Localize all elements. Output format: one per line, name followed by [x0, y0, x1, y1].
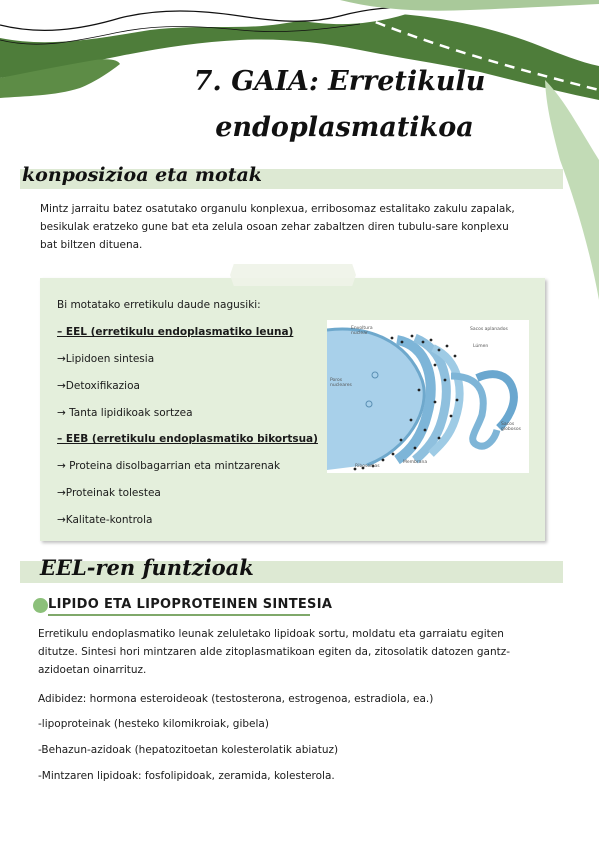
eel-heading: – EEL (erretikulu endoplasmatiko leuna) [57, 326, 294, 338]
page-title-line1: 7. GAIA: Erretikulu [193, 66, 486, 97]
label-smooth-er: Sacos globosos [501, 422, 521, 432]
example-3: -Behazun-azidoak (hepatozitoetan kolesterolatik abiatuz) [38, 744, 339, 756]
section2-paragraph [38, 625, 563, 679]
section2-line-1: Erretikulu endoplasmatiko leunak zeluletako lipidoak sortu, moldatu eta garraiatu egiten [38, 628, 504, 640]
label-smooth: Sacos aplanados [470, 327, 508, 332]
eel-item-3: → Tanta lipidikoak sortzea [57, 407, 193, 419]
label-envelope: Envoltura nuclear [351, 326, 373, 336]
bullet-dot [33, 598, 48, 613]
label-membrane: Membrana [403, 460, 428, 465]
section1-line-3: bat biltzen dituena. [40, 239, 143, 251]
eel-item-2: →Detoxifikazioa [57, 380, 140, 392]
example-2: -lipoproteinak (hesteko kilomikroiak, gibela) [38, 718, 269, 730]
section1-heading: konposizioa eta motak [22, 164, 262, 186]
section2-subheading: LIPIDO ETA LIPOPROTEINEN SINTESIA [48, 597, 333, 612]
box-intro: Bi motatako erretikulu daude nagusiki: [57, 299, 261, 311]
section1-line-1: Mintz jarraitu batez osatutako organulu konplexua, erribosomaz estalitako zakulu zapalak, [40, 203, 515, 215]
eeb-item-2: →Proteinak tolestea [57, 487, 161, 499]
eeb-heading: – EEB (erretikulu endoplasmatiko bikortsua) [57, 433, 318, 445]
decorative-tape [230, 264, 356, 286]
page-title-line2: endoplasmatikoa [215, 112, 474, 143]
section2-line-3: azidoetan oinarrituz. [38, 664, 147, 676]
example-4: -Mintzaren lipidoak: fosfolipidoak, zeramida, kolesterola. [38, 770, 335, 782]
example-1: Adibidez: hormona esteroideoak (testosterona, estrogenoa, estradiola, ea.) [38, 693, 434, 705]
eeb-item-3: →Kalitate-kontrola [57, 514, 153, 526]
label-lumen: Lúmen [473, 344, 489, 349]
label-ribosomes: Ribosomas [355, 464, 380, 469]
eeb-item-1: → Proteina disolbagarrian eta mintzarenak [57, 460, 281, 472]
subheading-underline [48, 614, 310, 616]
er-diagram [327, 320, 529, 473]
er-illustration [327, 320, 529, 473]
section2-heading: EEL-ren funtzioak [40, 555, 254, 580]
section1-line-2: besikulak eratzeko gune bat eta zelula osoan zehar zabaltzen diren tubulu-sare konplexu [40, 221, 509, 233]
label-pores: Poros nucleares [330, 378, 352, 388]
section1-paragraph [40, 200, 555, 254]
section2-line-2: ditutze. Sintesi hori mintzaren alde zitoplasmatikoan egiten da, zitosolatik datozen gantz- [38, 646, 511, 658]
eel-item-1: →Lipidoen sintesia [57, 353, 155, 365]
header-decoration [0, 0, 599, 300]
